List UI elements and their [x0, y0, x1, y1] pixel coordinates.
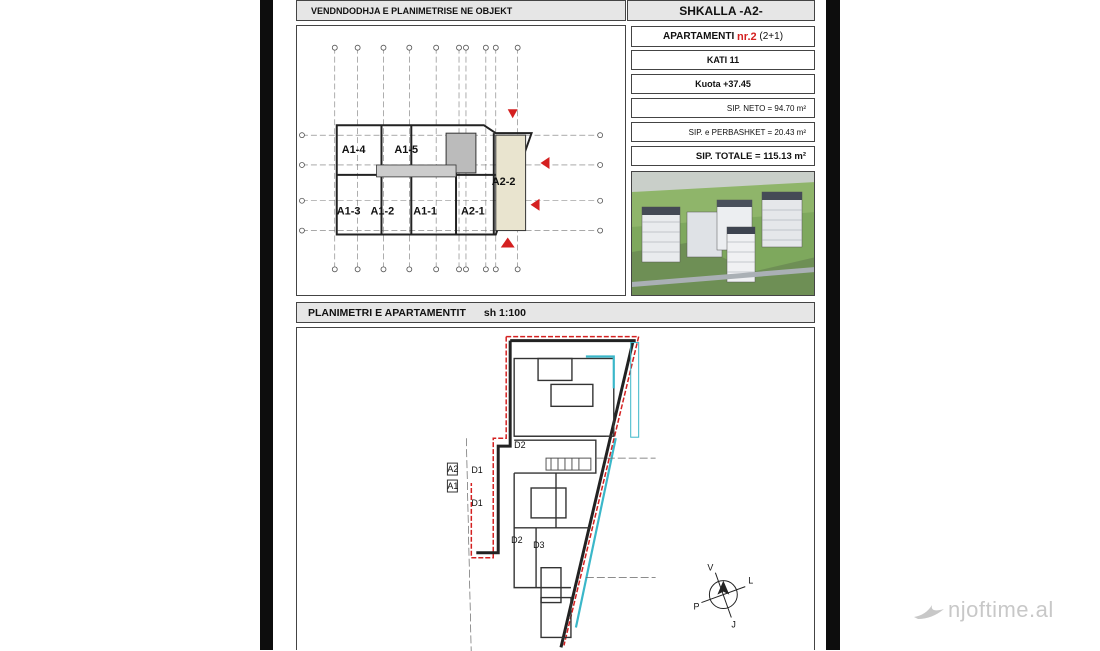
unit-label-a1-3: A1-3 — [336, 205, 361, 218]
plan-scale-text: sh 1:100 — [483, 306, 526, 319]
view-marker-top — [508, 109, 518, 118]
unit-label-a2-1: A2-1 — [461, 205, 485, 218]
key-plan-frame — [296, 25, 626, 296]
apartment-number: nr.2 — [737, 30, 757, 43]
total-area-text: SIP. TOTALE = 115.13 m² — [695, 150, 806, 162]
net-area-box — [631, 98, 815, 118]
tag-d1-a: D1 — [471, 465, 483, 476]
apartment-number-box — [631, 26, 815, 47]
view-marker-bottom — [501, 238, 515, 248]
left-black-border — [260, 0, 273, 650]
compass-south: J — [731, 619, 736, 630]
left-margin — [0, 0, 260, 650]
plan-title-text: PLANIMETRI E APARTAMENTIT — [308, 306, 466, 319]
stair-title-text: SHKALLA -A2- — [679, 3, 763, 18]
level-box — [631, 74, 815, 94]
tag-d1-b: D1 — [471, 497, 483, 508]
apartment-type: (2+1) — [759, 31, 784, 42]
plan-title — [296, 302, 815, 323]
unit-label-a1-1: A1-1 — [413, 205, 437, 218]
watermark-logo — [912, 590, 1092, 630]
document-sheet — [273, 0, 826, 650]
stair-title — [627, 0, 815, 21]
right-black-border — [826, 0, 840, 650]
apartment-label: APARTAMENTI — [662, 31, 735, 42]
tag-a1: A1 — [447, 481, 459, 492]
view-marker-right-1 — [541, 157, 550, 169]
tag-d3: D3 — [533, 539, 545, 550]
compass-west: P — [693, 601, 700, 612]
floor-plan-drawing — [297, 328, 814, 651]
level-text: Kuota +37.45 — [695, 79, 751, 89]
tag-a2: A2 — [447, 464, 459, 475]
unit-label-a1-4: A1-4 — [341, 144, 366, 157]
floor-text: KATI 11 — [706, 55, 740, 65]
shared-area-text: SIP. e PERBASHKET = 20.43 m² — [688, 127, 806, 137]
key-plan-drawing — [297, 25, 625, 296]
location-title-text: VENDNDODHJA E PLANIMETRISE NE OBJEKT — [311, 5, 513, 16]
location-title — [296, 0, 626, 21]
unit-label-a2-2: A2-2 — [491, 175, 516, 188]
building-render — [631, 171, 815, 296]
render-image — [632, 172, 815, 296]
floor-box — [631, 50, 815, 70]
watermark-text: njoftime.al — [948, 597, 1054, 622]
floor-plan-frame — [296, 327, 815, 650]
net-area-text: SIP. NETO = 94.70 m² — [726, 103, 806, 113]
unit-label-a1-5: A1-5 — [394, 144, 419, 157]
compass-rose — [693, 563, 753, 630]
tag-d2-b: D2 — [511, 534, 523, 545]
total-area-box — [631, 146, 815, 166]
bird-icon — [912, 597, 946, 623]
shared-area-box — [631, 122, 815, 142]
compass-east: L — [748, 575, 754, 586]
compass-north: V — [707, 562, 714, 573]
tag-d2-a: D2 — [514, 440, 526, 451]
unit-label-a1-2: A1-2 — [370, 205, 395, 218]
